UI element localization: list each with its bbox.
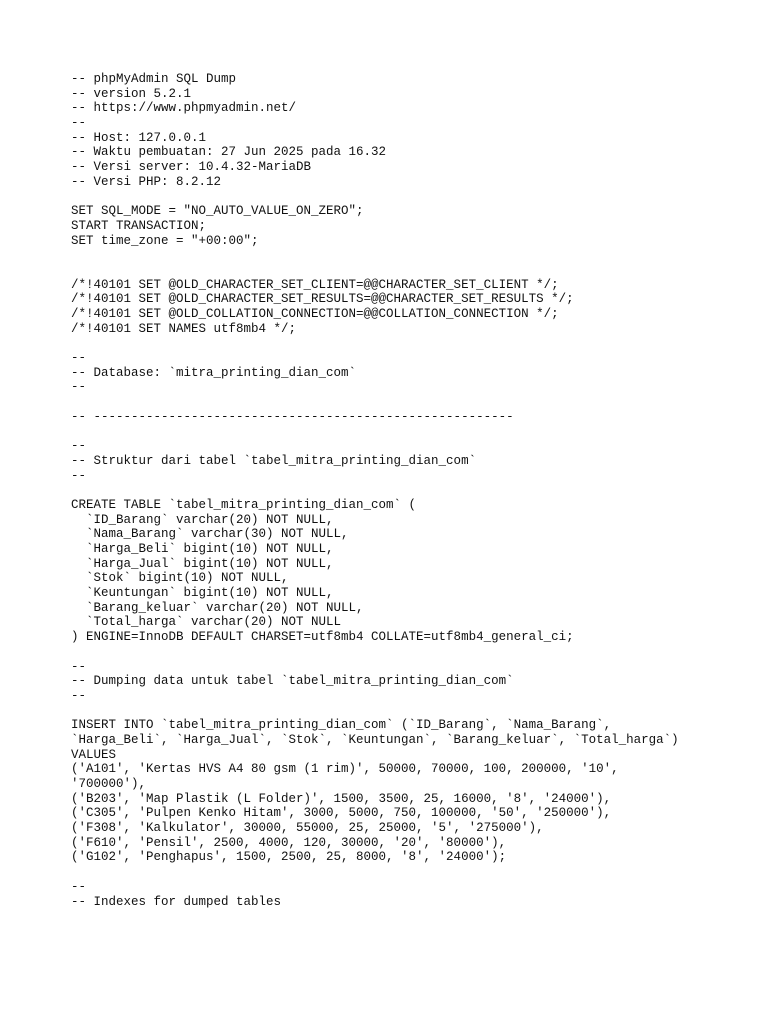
code-line (71, 483, 751, 498)
code-line: -- Struktur dari tabel `tabel_mitra_printing_dian_com` (71, 453, 477, 468)
code-line (71, 645, 751, 660)
code-line: -- (71, 380, 87, 395)
code-line: `ID_Barang` varchar(20) NOT NULL, (71, 512, 334, 527)
code-line: /*!40101 SET @OLD_CHARACTER_SET_CLIENT=@@CHARACTER_SET_CLIENT */; (71, 277, 559, 292)
code-line: -- Versi server: 10.4.32-MariaDB (71, 160, 312, 175)
code-line (71, 263, 751, 278)
code-line: /*!40101 SET NAMES utf8mb4 */; (71, 321, 297, 336)
code-line: ('F308', 'Kalkulator', 30000, 55000, 25, 25000, '5', '275000'), (71, 821, 544, 836)
code-line: -- (71, 659, 87, 674)
code-line (71, 248, 751, 263)
code-line: -- (71, 468, 87, 483)
code-line: SET SQL_MODE = "NO_AUTO_VALUE_ON_ZERO"; (71, 204, 364, 219)
code-line: -- Indexes for dumped tables (71, 894, 282, 909)
code-line (71, 704, 751, 719)
code-line (71, 395, 751, 410)
code-line: -- -------------------------------------------------------- (71, 409, 514, 424)
code-line: '700000'), (71, 777, 147, 791)
code-line: -- (71, 439, 87, 454)
code-line: -- Waktu pembuatan: 27 Jun 2025 pada 16.32 (71, 145, 387, 160)
code-line: -- (71, 351, 87, 366)
code-line: SET time_zone = "+00:00"; (71, 233, 259, 248)
code-line: -- Dumping data untuk tabel `tabel_mitra_printing_dian_com` (71, 674, 514, 689)
code-line: -- (71, 116, 87, 131)
code-line: ('B203', 'Map Plastik (L Folder)', 1500, 3500, 25, 16000, '8', '24000'), (71, 791, 612, 806)
code-line: /*!40101 SET @OLD_CHARACTER_SET_RESULTS=@@CHARACTER_SET_RESULTS */; (71, 292, 574, 307)
code-line: -- Database: `mitra_printing_dian_com` (71, 365, 357, 380)
code-line: -- Versi PHP: 8.2.12 (71, 174, 222, 189)
code-line (71, 865, 751, 880)
code-line: ('F610', 'Pensil', 2500, 4000, 120, 30000, '20', '80000'), (71, 835, 507, 850)
code-line: ('A101', 'Kertas HVS A4 80 gsm (1 rim)', 50000, 70000, 100, 200000, '10', (71, 762, 619, 777)
code-line: `Keuntungan` bigint(10) NOT NULL, (71, 586, 334, 601)
code-line: /*!40101 SET @OLD_COLLATION_CONNECTION=@@COLLATION_CONNECTION */; (71, 307, 559, 321)
code-line: `Harga_Beli`, `Harga_Jual`, `Stok`, `Keuntungan`, `Barang_keluar`, `Total_harga`) (71, 732, 679, 747)
code-line (71, 190, 751, 205)
code-line: `Total_harga` varchar(20) NOT NULL (71, 615, 342, 630)
code-line: `Harga_Jual` bigint(10) NOT NULL, (71, 556, 334, 571)
code-line (71, 336, 751, 351)
code-line: ) ENGINE=InnoDB DEFAULT CHARSET=utf8mb4 COLLATE=utf8mb4_general_ci; (71, 630, 574, 645)
code-line: INSERT INTO `tabel_mitra_printing_dian_com` (`ID_Barang`, `Nama_Barang`, (71, 718, 612, 733)
code-line: `Nama_Barang` varchar(30) NOT NULL, (71, 527, 349, 542)
code-line: -- (71, 688, 87, 703)
code-line: `Harga_Beli` bigint(10) NOT NULL, (71, 542, 334, 556)
code-line: -- version 5.2.1 (71, 86, 192, 101)
code-line: -- (71, 879, 87, 894)
code-line: VALUES (71, 747, 117, 762)
code-line: -- https://www.phpmyadmin.net/ (71, 101, 297, 116)
code-line: CREATE TABLE `tabel_mitra_printing_dian_com` ( (71, 497, 417, 512)
code-line: `Stok` bigint(10) NOT NULL, (71, 571, 289, 586)
code-line: -- Host: 127.0.0.1 (71, 130, 207, 145)
sql-dump-document (71, 72, 751, 909)
code-line: ('C305', 'Pulpen Kenko Hitam', 3000, 5000, 750, 100000, '50', '250000'), (71, 806, 612, 821)
code-line: START TRANSACTION; (71, 218, 207, 233)
code-line: -- phpMyAdmin SQL Dump (71, 72, 237, 86)
code-line: ('G102', 'Penghapus', 1500, 2500, 25, 8000, '8', '24000'); (71, 850, 507, 865)
code-line (71, 425, 751, 440)
code-line: `Barang_keluar` varchar(20) NOT NULL, (71, 600, 364, 615)
